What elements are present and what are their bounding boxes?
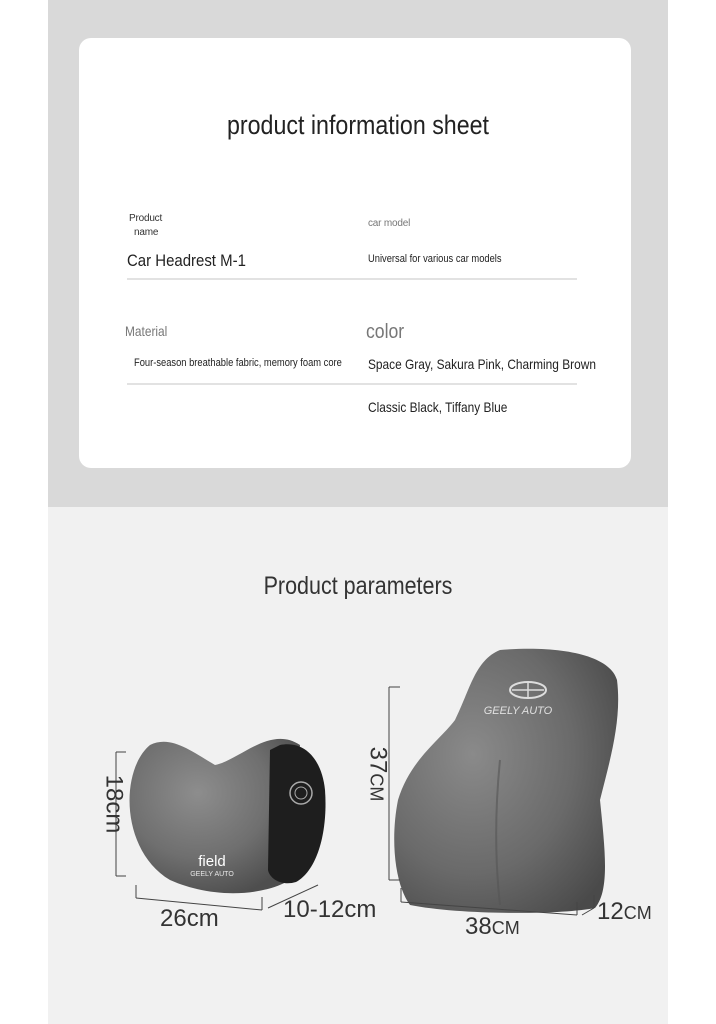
product-name-label-2: name [134,227,159,238]
lumbar-width-num: 38 [465,913,492,940]
sheet-title: product information sheet [226,110,490,140]
lumbar-depth-num: 12 [597,898,624,925]
car-model-value: Universal for various car models [368,253,502,265]
lumbar-height-unit: CM [366,773,387,802]
headrest-stitched-text: field [198,853,226,870]
headrest-depth-label: 10-12cm [283,896,377,923]
product-name-label-1: Product [129,213,163,224]
headrest-brand-text: GEELY AUTO [190,871,234,878]
lumbar-depth-unit: CM [623,903,652,923]
car-model-label: car model [368,218,411,229]
headrest-height-label: 18cm [100,774,128,834]
lumbar-height-label [363,747,391,802]
parameters-title: Product parameters [263,572,453,600]
color-value-2: Classic Black, Tiffany Blue [368,399,508,415]
lumbar-brand-text: GEELY AUTO [483,705,553,717]
lumbar-depth-label [597,898,652,926]
color-value-1: Space Gray, Sakura Pink, Charming Brown [368,356,596,372]
color-label: color [366,321,405,343]
lumbar-width-label [465,913,520,941]
material-value: Four-season breathable fabric, memory foam core [134,357,342,369]
lumbar-pillow [394,649,618,913]
lumbar-width-unit: CM [491,918,520,938]
lumbar-height-num: 37 [364,746,392,774]
headrest-width-label: 26cm [160,905,219,932]
product-name-value: Car Headrest M-1 [127,251,246,270]
brand-emblem-icon [510,682,546,698]
material-label: Material [125,323,168,339]
